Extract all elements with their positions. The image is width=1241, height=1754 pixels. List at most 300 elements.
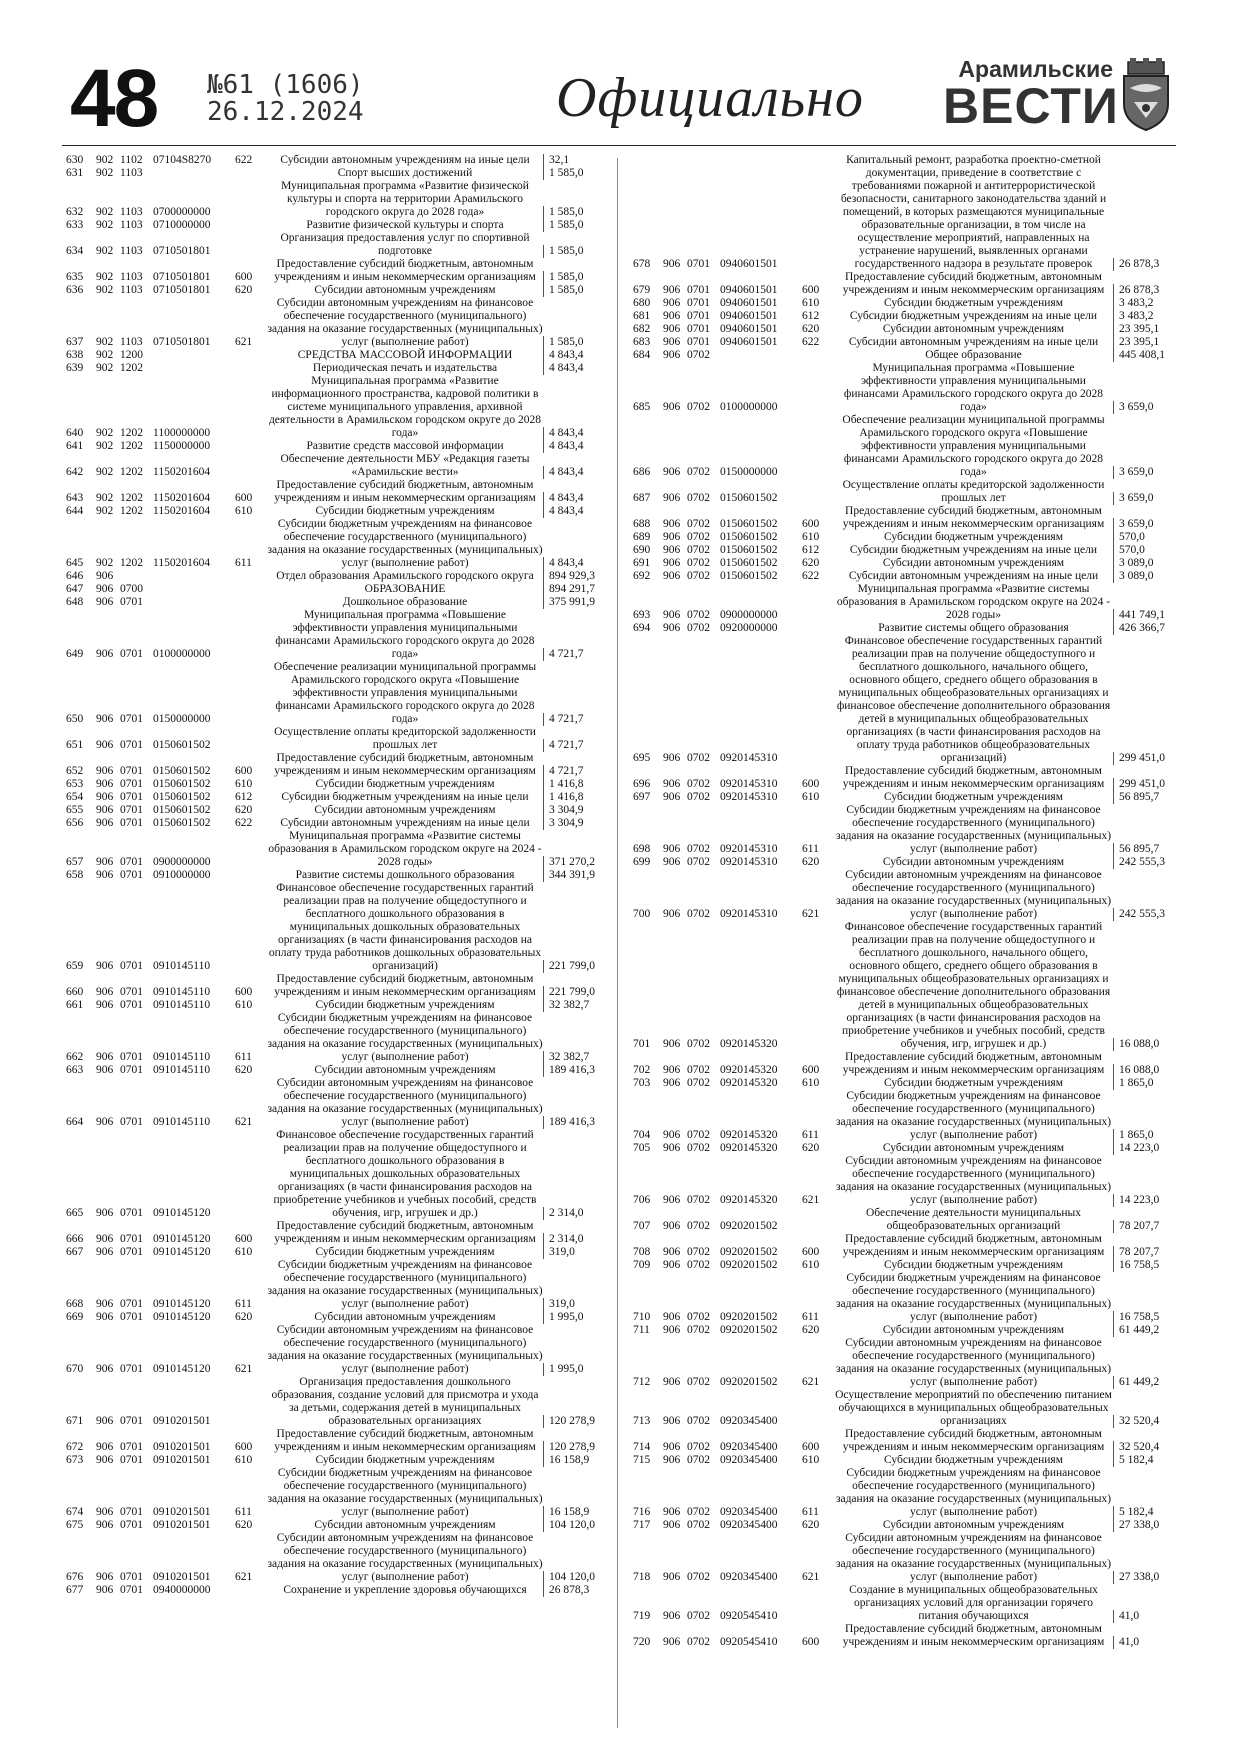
row-description: Организация предоставления услуг по спортивной подготовке [280, 232, 530, 257]
expense-type-code: 620 [802, 856, 820, 868]
target-article-code: 0910145120 [153, 1363, 211, 1375]
row-description: Субсидии бюджетным учреждениям на иные цели [281, 791, 529, 803]
amount: 3 304,9 [543, 804, 606, 817]
row-description: Организация предоставления дошкольного образования, создание условий для присмотра и ухода за детьми, содержания детей в муниципальных образовательных организациях [271, 1376, 539, 1427]
section-code: 0702 [687, 1194, 710, 1206]
section-code: 0702 [687, 531, 710, 543]
table-row [66, 1311, 606, 1324]
expense-type-code: 620 [235, 1064, 253, 1076]
table-row [66, 1584, 606, 1597]
expense-type-code: 600 [235, 492, 253, 504]
ministry-code: 906 [96, 1051, 114, 1063]
expense-type-code: 600 [802, 1636, 820, 1648]
target-article-code: 0710501801 [153, 245, 211, 257]
amount: 1 585,0 [543, 336, 606, 349]
section-code: 0701 [120, 999, 143, 1011]
section-code: 0701 [120, 1415, 143, 1427]
section-rubric: Официально [556, 67, 864, 129]
ministry-code: 906 [96, 713, 114, 725]
row-number: 673 [66, 1454, 84, 1466]
target-article-code: 0910201501 [153, 1441, 211, 1453]
ministry-code: 902 [96, 154, 114, 166]
issue-date: 26.12.2024 [207, 96, 364, 127]
ministry-code: 902 [96, 492, 114, 504]
table-row [66, 791, 606, 804]
ministry-code: 906 [663, 492, 681, 504]
ministry-code: 906 [663, 258, 681, 270]
expense-type-code: 621 [235, 1116, 253, 1128]
ministry-code: 906 [96, 596, 114, 608]
row-description: Предоставление субсидий бюджетным, автономным учреждениям и иным некоммерческим организациям [274, 752, 536, 777]
table-row [66, 1259, 606, 1311]
section-code: 0702 [687, 752, 710, 764]
row-description: Субсидии бюджетным учреждениям [315, 1454, 495, 1466]
amount: 16 088,0 [1113, 1064, 1176, 1077]
amount: 4 843,4 [543, 557, 606, 570]
amount: 1 585,0 [543, 219, 606, 232]
issue-block [207, 72, 364, 125]
row-description: Субсидии бюджетным учреждениям на финансовое обеспечение государственного (муниципального) задания на оказание государственных (муниципальных) услуг (выполнение работ) [267, 1259, 543, 1310]
table-row [66, 1428, 606, 1454]
row-number: 653 [66, 778, 84, 790]
row-number: 692 [633, 570, 651, 582]
section-code: 0702 [687, 1506, 710, 1518]
section-code: 1202 [120, 492, 143, 504]
target-article-code: 0940601501 [720, 258, 778, 270]
row-description: Предоставление субсидий бюджетным, автономным учреждениям и иным некоммерческим организациям [842, 1428, 1105, 1453]
ministry-code: 906 [663, 1441, 681, 1453]
expense-type-code: 600 [235, 1233, 253, 1245]
amount: 26 878,3 [543, 1584, 606, 1597]
ministry-code: 906 [96, 1454, 114, 1466]
section-code: 0702 [687, 544, 710, 556]
table-row [633, 557, 1176, 570]
expense-type-code: 622 [235, 817, 253, 829]
expense-type-code: 600 [235, 986, 253, 998]
row-description: Развитие системы дошкольного образования [295, 869, 515, 881]
row-number: 667 [66, 1246, 84, 1258]
logo-line-2: ВЕСТИ [943, 78, 1119, 134]
target-article-code: 0920201502 [720, 1246, 778, 1258]
budget-table-left-column [66, 154, 606, 1597]
ministry-code: 902 [96, 167, 114, 179]
expense-type-code: 600 [802, 1441, 820, 1453]
table-row [66, 505, 606, 518]
section-code: 0701 [120, 817, 143, 829]
row-description: Обеспечение реализации муниципальной программы Арамильского городского округа «Повышение эффективности управления муниципальными финансами Арамильского городского округа до 2028 года» [273, 661, 537, 725]
table-row [66, 440, 606, 453]
expense-type-code: 612 [235, 791, 253, 803]
target-article-code: 0150601502 [720, 518, 778, 530]
row-number: 677 [66, 1584, 84, 1596]
page-number: 48 [70, 53, 158, 144]
row-number: 630 [66, 154, 84, 166]
ministry-code: 906 [663, 1194, 681, 1206]
ministry-code: 906 [96, 1519, 114, 1531]
section-code: 0701 [120, 869, 143, 881]
target-article-code: 0150601502 [720, 544, 778, 556]
target-article-code: 0920000000 [720, 622, 778, 634]
ministry-code: 906 [663, 284, 681, 296]
ministry-code: 906 [96, 1233, 114, 1245]
row-description: Дошкольное образование [342, 596, 468, 608]
section-code: 0701 [120, 804, 143, 816]
row-description: Субсидии бюджетным учреждениям на иные цели [849, 310, 1098, 322]
expense-type-code: 621 [802, 1194, 820, 1206]
table-row [66, 375, 606, 440]
budget-table-right-column [633, 154, 1176, 1649]
amount: 78 207,7 [1113, 1246, 1176, 1259]
section-code: 0702 [687, 622, 710, 634]
amount: 41,0 [1113, 1636, 1176, 1649]
row-number: 642 [66, 466, 84, 478]
table-row [633, 362, 1176, 414]
ministry-code: 906 [96, 1207, 114, 1219]
target-article-code: 0920145310 [720, 752, 778, 764]
amount: 375 991,9 [543, 596, 606, 609]
target-article-code: 0920145310 [720, 856, 778, 868]
row-number: 685 [633, 401, 651, 413]
table-row [66, 869, 606, 882]
row-number: 693 [633, 609, 651, 621]
section-code: 0702 [687, 1246, 710, 1258]
row-description: Субсидии бюджетным учреждениям на финансовое обеспечение государственного (муниципального) задания на оказание государственных (муниципальных) услуг (выполнение работ) [835, 804, 1112, 855]
row-description: Муниципальная программа «Развитие информационного пространства, кадровой политики в системе муниципального управления, архивной деятельности в Арамильском городском округе до 2028 года» [268, 375, 542, 439]
target-article-code: 0910145110 [153, 999, 211, 1011]
expense-type-code: 622 [235, 154, 253, 166]
section-code: 0701 [687, 336, 710, 348]
ministry-code: 906 [96, 570, 114, 582]
ministry-code: 906 [96, 1506, 114, 1518]
expense-type-code: 610 [235, 778, 253, 790]
amount: 3 089,0 [1113, 570, 1176, 583]
row-number: 718 [633, 1571, 651, 1583]
target-article-code: 0940601501 [720, 284, 778, 296]
expense-type-code: 610 [235, 1246, 253, 1258]
row-description: Развитие системы общего образования [878, 622, 1069, 634]
table-row [66, 609, 606, 661]
row-description: Муниципальная программа «Повышение эффективности управления муниципальными финансами Арамильского городского округа до 2028 года» [275, 609, 535, 660]
expense-type-code: 610 [802, 531, 820, 543]
target-article-code: 1150000000 [153, 440, 211, 452]
section-code: 0701 [120, 1064, 143, 1076]
ministry-code: 906 [663, 1571, 681, 1583]
expense-type-code: 600 [802, 1064, 820, 1076]
target-article-code: 0920201502 [720, 1220, 778, 1232]
target-article-code: 0920145320 [720, 1038, 778, 1050]
ministry-code: 906 [96, 778, 114, 790]
target-article-code: 0910000000 [153, 869, 211, 881]
row-description: Муниципальная программа «Развитие физической культуры и спорта на территории Арамильского городского округа до 2028 года» [281, 180, 529, 218]
section-code: 0702 [687, 843, 710, 855]
target-article-code: 0100000000 [720, 401, 778, 413]
expense-type-code: 621 [235, 1571, 253, 1583]
table-row [66, 752, 606, 778]
section-code: 0701 [687, 323, 710, 335]
row-number: 686 [633, 466, 651, 478]
section-code: 0702 [687, 1038, 710, 1050]
target-article-code: 0920145320 [720, 1142, 778, 1154]
ministry-code: 906 [663, 336, 681, 348]
table-row [633, 336, 1176, 349]
expense-type-code: 600 [802, 1246, 820, 1258]
row-number: 652 [66, 765, 84, 777]
section-code: 0702 [687, 778, 710, 790]
section-code: 0702 [687, 492, 710, 504]
section-code: 0702 [687, 791, 710, 803]
section-code: 0702 [687, 557, 710, 569]
table-row [633, 1259, 1176, 1272]
row-description: Капитальный ремонт, разработка проектно-сметной документации, приведение в соответствие с требованиями пожарной и антитеррористической безопасности, санитарного законодательства зданий и помещений, в которых размещаются муниципальные образовательные организации, в том числе на осуществление мероприятий, направленных на устранение нарушений, выявленных органами государственного надзора в результате проверок [840, 154, 1107, 270]
amount: 3 483,2 [1113, 297, 1176, 310]
section-code: 0702 [687, 1636, 710, 1648]
section-code: 0701 [120, 765, 143, 777]
row-description: Муниципальная программа «Развитие системы образования в Арамильском городском округе на 2024 - 2028 годы» [268, 830, 542, 868]
row-number: 658 [66, 869, 84, 881]
ministry-code: 906 [96, 791, 114, 803]
amount: 3 659,0 [1113, 401, 1176, 414]
amount: 78 207,7 [1113, 1220, 1176, 1233]
ministry-code: 906 [96, 986, 114, 998]
amount: 5 182,4 [1113, 1454, 1176, 1467]
table-row [66, 596, 606, 609]
row-number: 720 [633, 1636, 651, 1648]
row-description: Субсидии автономным учреждениям [882, 1142, 1065, 1154]
table-row [633, 414, 1176, 479]
ministry-code: 906 [663, 778, 681, 790]
amount: 16 158,9 [543, 1454, 606, 1467]
row-number: 641 [66, 440, 84, 452]
expense-type-code: 600 [802, 778, 820, 790]
expense-type-code: 620 [802, 323, 820, 335]
section-code: 0702 [687, 1610, 710, 1622]
section-code: 0702 [687, 1259, 710, 1271]
target-article-code: 1150201604 [153, 466, 211, 478]
target-article-code: 0910201501 [153, 1454, 211, 1466]
row-description: Предоставление субсидий бюджетным, автономным учреждениям и иным некоммерческим организациям [274, 973, 536, 998]
row-description: Субсидии бюджетным учреждениям [884, 791, 1063, 803]
target-article-code: 0920145320 [720, 1194, 778, 1206]
target-article-code: 1150201604 [153, 505, 211, 517]
expense-type-code: 622 [802, 336, 820, 348]
target-article-code: 0150601502 [153, 765, 211, 777]
ministry-code: 902 [96, 206, 114, 218]
table-row [633, 310, 1176, 323]
row-number: 701 [633, 1038, 651, 1050]
amount: 27 338,0 [1113, 1571, 1176, 1584]
section-code: 0701 [120, 1051, 143, 1063]
ministry-code: 906 [96, 1064, 114, 1076]
table-row [633, 1233, 1176, 1259]
amount: 1 585,0 [543, 271, 606, 284]
row-number: 634 [66, 245, 84, 257]
table-row [66, 154, 606, 167]
row-description: Предоставление субсидий бюджетным, автономным учреждениям и иным некоммерческим организациям [842, 765, 1105, 790]
amount: 894 929,3 [543, 570, 606, 583]
row-description: Субсидии автономным учреждениям на финансовое обеспечение государственного (муниципального) задания на оказание государственных (муниципальных) услуг (выполнение работ) [835, 1155, 1112, 1206]
table-row [66, 284, 606, 297]
expense-type-code: 622 [802, 570, 820, 582]
expense-type-code: 620 [235, 1519, 253, 1531]
amount: 1 585,0 [543, 284, 606, 297]
section-code: 1103 [120, 284, 143, 296]
expense-type-code: 620 [235, 804, 253, 816]
row-number: 668 [66, 1298, 84, 1310]
row-description: Субсидии бюджетным учреждениям [884, 297, 1063, 309]
amount: 27 338,0 [1113, 1519, 1176, 1532]
ministry-code: 906 [663, 349, 681, 361]
table-row [633, 1207, 1176, 1233]
table-row [633, 479, 1176, 505]
row-description: Субсидии автономным учреждениям [882, 1324, 1065, 1336]
row-number: 633 [66, 219, 84, 231]
target-article-code: 1150201604 [153, 492, 211, 504]
table-row [66, 882, 606, 973]
row-description: Субсидии бюджетным учреждениям [315, 778, 495, 790]
ministry-code: 906 [663, 531, 681, 543]
row-description: Отдел образования Арамильского городского округа [276, 570, 534, 582]
amount: 14 223,0 [1113, 1142, 1176, 1155]
expense-type-code: 600 [235, 271, 253, 283]
amount: 4 843,4 [543, 427, 606, 440]
expense-type-code: 611 [802, 1311, 819, 1323]
section-code: 0701 [687, 284, 710, 296]
table-row [633, 271, 1176, 297]
ministry-code: 902 [96, 466, 114, 478]
expense-type-code: 610 [802, 297, 820, 309]
amount: 41,0 [1113, 1610, 1176, 1623]
target-article-code: 0150601502 [153, 817, 211, 829]
section-code: 0702 [687, 1311, 710, 1323]
row-number: 639 [66, 362, 84, 374]
row-number: 680 [633, 297, 651, 309]
target-article-code: 0920145310 [720, 908, 778, 920]
amount: 23 395,1 [1113, 336, 1176, 349]
row-number: 631 [66, 167, 84, 179]
row-description: Предоставление субсидий бюджетным, автономным учреждениям и иным некоммерческим организациям [274, 1220, 536, 1245]
row-number: 651 [66, 739, 84, 751]
ministry-code: 906 [663, 518, 681, 530]
amount: 4 843,4 [543, 362, 606, 375]
row-number: 698 [633, 843, 651, 855]
amount: 570,0 [1113, 544, 1176, 557]
ministry-code: 906 [96, 739, 114, 751]
row-description: Субсидии бюджетным учреждениям [884, 1259, 1063, 1271]
target-article-code: 0710501801 [153, 336, 211, 348]
table-row [66, 726, 606, 752]
expense-type-code: 621 [802, 1376, 820, 1388]
table-row [633, 1454, 1176, 1467]
row-description: Субсидии автономным учреждениям [314, 1311, 496, 1323]
row-number: 715 [633, 1454, 651, 1466]
amount: 1 585,0 [543, 206, 606, 219]
row-description: Субсидии бюджетным учреждениям на финансовое обеспечение государственного (муниципального) задания на оказание государственных (муниципальных) услуг (выполнение работ) [835, 1090, 1112, 1141]
ministry-code: 906 [663, 609, 681, 621]
expense-type-code: 620 [235, 284, 253, 296]
ministry-code: 906 [663, 843, 681, 855]
table-row [633, 570, 1176, 583]
target-article-code: 0910201501 [153, 1415, 211, 1427]
section-code: 0702 [687, 349, 710, 361]
target-article-code: 0100000000 [153, 648, 211, 660]
ministry-code: 906 [96, 1311, 114, 1323]
amount: 32 520,4 [1113, 1415, 1176, 1428]
section-code: 0701 [120, 1454, 143, 1466]
row-number: 711 [633, 1324, 650, 1336]
row-description: Осуществление оплаты кредиторской задолженности прошлых лет [274, 726, 536, 751]
target-article-code: 0940601501 [720, 336, 778, 348]
target-article-code: 0920345400 [720, 1441, 778, 1453]
ministry-code: 906 [96, 1298, 114, 1310]
table-row [633, 1519, 1176, 1532]
row-number: 704 [633, 1129, 651, 1141]
target-article-code: 0920201502 [720, 1324, 778, 1336]
newspaper-logo [943, 56, 1119, 134]
amount: 1 416,8 [543, 791, 606, 804]
ministry-code: 906 [663, 856, 681, 868]
ministry-code: 906 [96, 765, 114, 777]
amount: 104 120,0 [543, 1519, 606, 1532]
amount: 16 088,0 [1113, 1038, 1176, 1051]
row-description: Субсидии бюджетным учреждениям [884, 531, 1063, 543]
row-description: Субсидии автономным учреждениям на финансовое обеспечение государственного (муниципального) задания на оказание государственных (муниципальных) услуг (выполнение работ) [267, 297, 543, 348]
ministry-code: 902 [96, 427, 114, 439]
table-row [633, 323, 1176, 336]
target-article-code: 1150201604 [153, 557, 211, 569]
section-code: 0701 [120, 1233, 143, 1245]
section-code: 0701 [120, 1519, 143, 1531]
amount: 4 721,7 [543, 713, 606, 726]
table-row [633, 544, 1176, 557]
target-article-code: 1100000000 [153, 427, 211, 439]
expense-type-code: 611 [802, 1129, 819, 1141]
row-description: Муниципальная программа «Повышение эффективности управления муниципальными финансами Арамильского городского округа до 2028 года» [843, 362, 1104, 413]
table-row [633, 1428, 1176, 1454]
ministry-code: 906 [663, 297, 681, 309]
row-number: 643 [66, 492, 84, 504]
row-number: 700 [633, 908, 651, 920]
section-code: 1202 [120, 466, 143, 478]
amount: 120 278,9 [543, 1415, 606, 1428]
row-number: 691 [633, 557, 651, 569]
row-number: 660 [66, 986, 84, 998]
expense-type-code: 600 [235, 765, 253, 777]
row-description: Субсидии бюджетным учреждениям на иные цели [849, 544, 1098, 556]
amount: 16 758,5 [1113, 1311, 1176, 1324]
expense-type-code: 621 [235, 336, 253, 348]
row-number: 632 [66, 206, 84, 218]
target-article-code: 0940601501 [720, 310, 778, 322]
row-number: 657 [66, 856, 84, 868]
row-description: Субсидии бюджетным учреждениям на финансовое обеспечение государственного (муниципального) задания на оказание государственных (муниципальных) услуг (выполнение работ) [267, 518, 543, 569]
section-code: 0701 [120, 1298, 143, 1310]
amount: 2 314,0 [543, 1233, 606, 1246]
table-row [633, 1051, 1176, 1077]
section-code: 0702 [687, 1220, 710, 1232]
expense-type-code: 610 [802, 1454, 820, 1466]
target-article-code: 0150601502 [720, 492, 778, 504]
amount: 319,0 [543, 1298, 606, 1311]
table-row [633, 869, 1176, 921]
section-code: 0701 [120, 1363, 143, 1375]
section-code: 0701 [120, 1584, 143, 1596]
section-code: 0701 [120, 739, 143, 751]
ministry-code: 902 [96, 362, 114, 374]
table-row [66, 479, 606, 505]
table-row [633, 1155, 1176, 1207]
row-description: Предоставление субсидий бюджетным, автономным учреждениям и иным некоммерческим организациям [274, 258, 536, 283]
table-row [66, 297, 606, 349]
